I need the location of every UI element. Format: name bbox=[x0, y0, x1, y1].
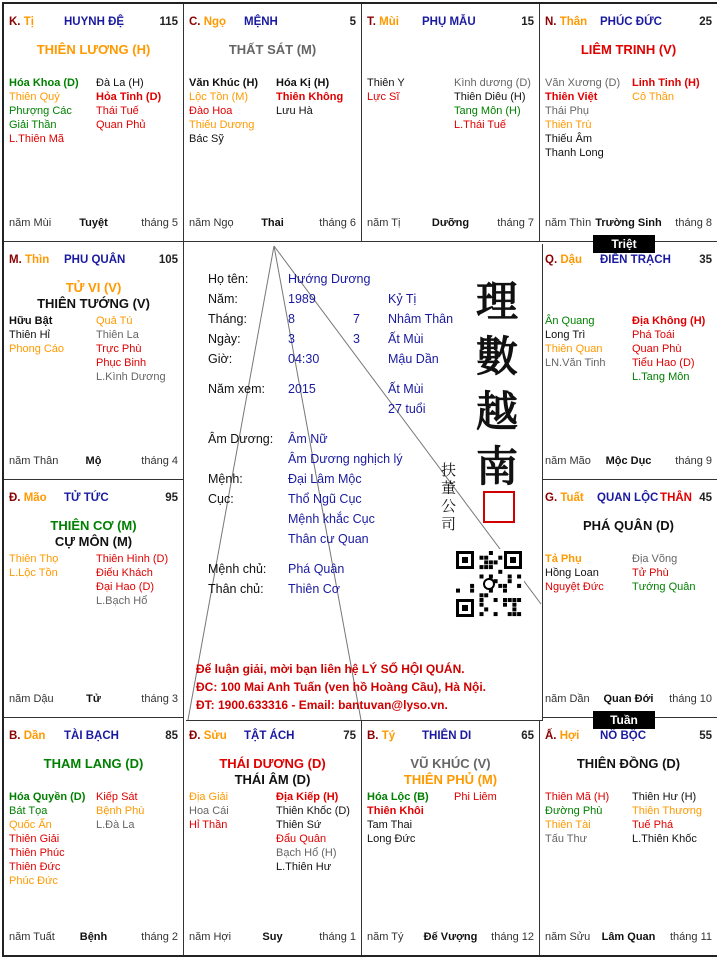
palace-footer bbox=[9, 455, 178, 469]
palace-cell-dau bbox=[540, 242, 717, 480]
palace-footer bbox=[9, 217, 178, 231]
contact-line-3: ĐT: 1900.633316 - Email: bantuvan@lyso.vn. bbox=[196, 698, 448, 712]
minor-star: Thiên Giải bbox=[9, 833, 60, 845]
info-canchi-value: Ất Mùi bbox=[388, 382, 424, 396]
info-canchi-value: Mậu Dần bbox=[388, 352, 439, 366]
info-label: Năm xem: bbox=[208, 382, 265, 396]
seal-character: 南 bbox=[476, 442, 519, 491]
info-value: 1989 bbox=[288, 292, 316, 306]
info-value: 04:30 bbox=[288, 352, 320, 366]
minor-star: Bệnh Phù bbox=[96, 805, 145, 817]
minor-star: Thiên Quan bbox=[545, 343, 603, 355]
minor-star: Tả Phụ bbox=[545, 553, 582, 565]
minor-star: Hỉ Thần bbox=[189, 819, 228, 831]
minor-star: L.Tang Môn bbox=[632, 371, 690, 383]
palace-stem-branch: M. Thìn bbox=[9, 254, 50, 266]
main-star: THIÊN LƯƠNG (H) bbox=[36, 42, 151, 57]
palace-cell-ti bbox=[4, 4, 184, 242]
minor-star: Thanh Long bbox=[545, 147, 604, 159]
main-star: THIÊN PHỦ (M) bbox=[403, 772, 498, 787]
minor-star: Đào Hoa bbox=[189, 105, 233, 117]
tuan-tag: Tuần bbox=[593, 711, 655, 729]
main-star: THÁI DƯƠNG (D) bbox=[219, 756, 326, 771]
stars-left-column bbox=[545, 76, 620, 160]
info-value: Thổ Ngũ Cục bbox=[288, 492, 362, 506]
info-canchi-value: 27 tuổi bbox=[388, 402, 426, 416]
palace-age-number: 105 bbox=[158, 254, 178, 266]
palace-stem-branch: T. Mùi bbox=[367, 16, 399, 28]
main-star: THÁI ÂM (D) bbox=[234, 772, 311, 787]
minor-star: L.Lộc Tồn bbox=[9, 567, 58, 579]
footer-year: năm Dậu bbox=[9, 693, 54, 705]
minor-star: L.Thiên Khốc bbox=[632, 833, 697, 845]
palace-age-number: 15 bbox=[521, 16, 534, 28]
palace-name: TỬ TỨC bbox=[64, 492, 109, 504]
palace-stem-branch: Q. Dậu bbox=[545, 254, 583, 266]
footer-phase: Suy bbox=[262, 931, 283, 943]
stars-right-column bbox=[96, 76, 161, 132]
minor-star: Thiên Sứ bbox=[276, 819, 322, 831]
minor-star: Tướng Quân bbox=[632, 581, 696, 593]
main-star: TỬ VI (V) bbox=[65, 280, 122, 295]
footer-month: tháng 2 bbox=[141, 931, 178, 943]
minor-star: Bát Tọa bbox=[9, 805, 48, 817]
seal-character: 理 bbox=[476, 277, 519, 326]
palace-header bbox=[189, 16, 356, 30]
main-star: VŨ KHÚC (V) bbox=[410, 756, 491, 771]
footer-phase: Đế Vượng bbox=[423, 931, 478, 943]
palace-cell-ty bbox=[362, 718, 540, 955]
palace-footer bbox=[545, 455, 712, 469]
footer-month: tháng 5 bbox=[141, 217, 178, 229]
main-star: CỰ MÔN (M) bbox=[54, 534, 133, 549]
minor-star: Ân Quang bbox=[545, 315, 595, 327]
footer-phase: Thai bbox=[261, 217, 284, 229]
footer-year: năm Ngọ bbox=[189, 217, 234, 229]
footer-year: năm Sửu bbox=[545, 931, 591, 943]
palace-name: PHỤ MẪU bbox=[422, 16, 476, 28]
stars-right-column bbox=[276, 76, 343, 118]
contact-line-1: Để luận giải, mời bạn liên hệ LÝ SỐ HỘI QUÁN. bbox=[196, 662, 465, 676]
minor-star: Đường Phù bbox=[545, 805, 603, 817]
footer-phase: Trường Sinh bbox=[595, 217, 662, 229]
footer-month: tháng 10 bbox=[669, 693, 712, 705]
info-value: Phá Quân bbox=[288, 562, 345, 576]
minor-star: L.Bạch Hổ bbox=[96, 595, 148, 607]
minor-star: Thiên La bbox=[96, 329, 139, 341]
stars-left-column bbox=[189, 76, 258, 146]
minor-star: Phong Cáo bbox=[9, 343, 65, 355]
minor-star: Long Đức bbox=[367, 833, 416, 845]
palace-stem-branch: C. Ngọ bbox=[189, 16, 227, 28]
stars-left-column bbox=[545, 552, 604, 594]
stars-left-column bbox=[9, 790, 85, 888]
seal-small-character: 司 bbox=[441, 515, 457, 533]
minor-star: Quan Phù bbox=[632, 343, 682, 355]
palace-age-number: 55 bbox=[699, 730, 712, 742]
info-label: Thân chủ: bbox=[208, 582, 264, 596]
footer-phase: Bệnh bbox=[79, 931, 108, 943]
stars-right-column bbox=[454, 790, 497, 804]
footer-phase: Mộc Dục bbox=[605, 455, 652, 467]
minor-star: Quả Tú bbox=[96, 315, 133, 327]
footer-year: năm Tý bbox=[367, 931, 404, 943]
palace-cell-hoi bbox=[540, 718, 717, 955]
footer-phase: Quan Đới bbox=[603, 693, 654, 705]
stars-right-column bbox=[632, 314, 705, 384]
footer-month: tháng 7 bbox=[497, 217, 534, 229]
footer-phase: Lâm Quan bbox=[601, 931, 656, 943]
footer-year: năm Dần bbox=[545, 693, 590, 705]
minor-star: Lưu Hà bbox=[276, 105, 313, 117]
minor-star: Tử Phù bbox=[632, 567, 669, 579]
seal-character: 越 bbox=[476, 387, 519, 436]
minor-star: Thiên Không bbox=[276, 91, 344, 103]
stars-right-column bbox=[96, 552, 168, 608]
palace-age-number: 115 bbox=[159, 16, 178, 28]
palace-header bbox=[545, 16, 712, 30]
minor-star: Bạch Hổ (H) bbox=[276, 847, 337, 859]
palace-stem-branch: K. Tị bbox=[9, 16, 34, 28]
minor-star: Bác Sỹ bbox=[189, 133, 224, 145]
palace-cell-mao bbox=[4, 480, 184, 718]
minor-star: Phục Binh bbox=[96, 357, 147, 369]
palace-stem-branch: B. Dần bbox=[9, 730, 46, 742]
palace-footer bbox=[189, 217, 356, 231]
contact-line-2: ĐC: 100 Mai Anh Tuấn (ven hồ Hoàng Cầu), Hà Nội. bbox=[196, 680, 487, 694]
minor-star: Long Trì bbox=[545, 329, 586, 341]
main-star: THẤT SÁT (M) bbox=[228, 42, 317, 57]
info-value: Âm Dương nghịch lý bbox=[288, 452, 403, 466]
palace-cell-suu bbox=[184, 718, 362, 955]
palace-stem-branch: B. Tý bbox=[367, 730, 396, 742]
info-value: Mệnh khắc Cục bbox=[288, 512, 375, 526]
minor-star: Địa Võng bbox=[632, 553, 678, 565]
seal-character: 數 bbox=[476, 332, 519, 381]
minor-star: Địa Giải bbox=[189, 791, 229, 803]
stars-right-column bbox=[632, 552, 696, 594]
palace-age-number: 65 bbox=[521, 730, 534, 742]
minor-star: Hoa Cái bbox=[189, 805, 229, 817]
stars-left-column bbox=[9, 314, 64, 356]
footer-year: năm Mùi bbox=[9, 217, 52, 229]
info-label: Giờ: bbox=[208, 352, 233, 366]
stars-right-column bbox=[454, 76, 531, 132]
minor-star: Thiên Thọ bbox=[9, 553, 59, 565]
minor-star: Thiên Phúc bbox=[9, 847, 65, 859]
minor-star: Hóa Quyền (D) bbox=[9, 791, 86, 803]
minor-star: Lộc Tồn (M) bbox=[189, 91, 249, 103]
footer-phase: Tử bbox=[86, 693, 101, 705]
main-star: PHÁ QUÂN (D) bbox=[583, 518, 674, 533]
palace-header bbox=[9, 730, 178, 744]
minor-star: Linh Tinh (H) bbox=[632, 77, 700, 89]
minor-star: Thiên Việt bbox=[545, 91, 598, 103]
minor-star: Phúc Đức bbox=[9, 875, 58, 887]
minor-star: L.Thái Tuế bbox=[454, 119, 506, 131]
palace-footer bbox=[9, 931, 178, 945]
minor-star: Đại Hao (D) bbox=[96, 581, 155, 593]
info-value: Thiên Cơ bbox=[288, 582, 340, 596]
info-value: 2015 bbox=[288, 382, 316, 396]
footer-year: năm Thân bbox=[9, 455, 59, 467]
palace-age-number: 25 bbox=[699, 16, 712, 28]
footer-month: tháng 3 bbox=[141, 693, 178, 705]
palace-age-number: 5 bbox=[349, 16, 356, 28]
minor-star: Hóa Khoa (D) bbox=[9, 77, 79, 89]
palace-footer bbox=[545, 217, 712, 231]
palace-name: MỆNH bbox=[244, 16, 278, 28]
qr-code-icon bbox=[454, 549, 524, 619]
info-label: Âm Dương: bbox=[208, 432, 274, 446]
palace-cell-than bbox=[540, 4, 717, 242]
minor-star: Thiên Tài bbox=[545, 819, 591, 831]
palace-name: TẬT ÁCH bbox=[244, 730, 295, 742]
minor-star: Phi Liêm bbox=[454, 791, 497, 803]
minor-star: Nguyệt Đức bbox=[545, 581, 604, 593]
palace-cell-thin bbox=[4, 242, 184, 480]
footer-year: năm Thìn bbox=[545, 217, 592, 229]
minor-star: Trực Phù bbox=[96, 343, 142, 355]
palace-age-number: 35 bbox=[699, 254, 712, 266]
minor-star: Tấu Thư bbox=[545, 833, 588, 845]
palace-header bbox=[545, 730, 712, 744]
info-canchi-value: Ất Mùi bbox=[388, 332, 424, 346]
minor-star: L.Thiên Mã bbox=[9, 133, 65, 145]
seal-small-character: 扶 bbox=[441, 461, 457, 479]
main-star: LIÊM TRINH (V) bbox=[580, 42, 677, 57]
palace-name: PHÚC ĐỨC bbox=[600, 16, 662, 28]
stars-left-column bbox=[9, 552, 58, 580]
minor-star: Điếu Khách bbox=[96, 567, 153, 579]
minor-star: Phá Toái bbox=[632, 329, 675, 341]
stars-right-column bbox=[632, 76, 700, 104]
minor-star: LN.Văn Tinh bbox=[545, 357, 606, 369]
palace-age-number: 95 bbox=[165, 492, 178, 504]
minor-star: Thiên Đức bbox=[9, 861, 61, 873]
info-value: 8 bbox=[288, 312, 295, 326]
stars-left-column bbox=[545, 314, 606, 370]
stars-left-column bbox=[367, 790, 429, 846]
minor-star: L.Thiên Hư bbox=[276, 861, 332, 873]
main-star: THAM LANG (D) bbox=[43, 756, 144, 771]
palace-footer bbox=[545, 931, 712, 945]
stars-right-column bbox=[96, 314, 166, 384]
palace-name: QUAN LỘC bbox=[597, 492, 659, 504]
info-label: Tháng: bbox=[208, 312, 247, 326]
minor-star: Thiên Hư (H) bbox=[632, 791, 697, 803]
palace-stem-branch: G. Tuất bbox=[545, 492, 584, 504]
minor-star: Thiếu Âm bbox=[545, 133, 593, 145]
info-label: Mệnh: bbox=[208, 472, 243, 486]
minor-star: Thiên Y bbox=[367, 77, 405, 89]
minor-star: Hỏa Tinh (D) bbox=[96, 91, 162, 103]
stars-right-column bbox=[632, 790, 702, 846]
palace-stem-branch: N. Thân bbox=[545, 16, 588, 28]
minor-star: Giải Thần bbox=[9, 119, 57, 131]
palace-header bbox=[9, 16, 178, 30]
minor-star: Địa Không (H) bbox=[632, 315, 706, 327]
main-star: THIÊN TƯỚNG (V) bbox=[37, 296, 150, 311]
info-value: Hướng Dương bbox=[288, 272, 371, 286]
minor-star: Tam Thai bbox=[367, 819, 413, 831]
minor-star: Cô Thần bbox=[632, 91, 674, 103]
footer-phase: Tuyệt bbox=[79, 217, 108, 229]
palace-stem-branch: Ấ. Hợi bbox=[545, 730, 580, 742]
palace-header bbox=[545, 254, 712, 268]
footer-phase: Mộ bbox=[85, 455, 102, 467]
minor-star: Thiên Trù bbox=[545, 119, 592, 131]
palace-header bbox=[9, 492, 178, 506]
footer-year: năm Hợi bbox=[189, 931, 232, 943]
minor-star: Hóa Kị (H) bbox=[276, 77, 330, 89]
palace-cell-dan bbox=[4, 718, 184, 955]
palace-footer bbox=[367, 217, 534, 231]
minor-star: Hồng Loan bbox=[545, 567, 599, 579]
info-value: 3 bbox=[288, 332, 295, 346]
red-stamp-icon bbox=[483, 491, 515, 523]
palace-cell-tuat bbox=[540, 480, 717, 718]
footer-month: tháng 6 bbox=[319, 217, 356, 229]
minor-star: Thiên Hình (D) bbox=[96, 553, 169, 565]
palace-footer bbox=[9, 693, 178, 707]
footer-year: năm Mão bbox=[545, 455, 591, 467]
palace-name: ĐIỀN TRẠCH bbox=[600, 254, 671, 266]
minor-star: Thiên Hỉ bbox=[9, 329, 50, 341]
info-value: Đại Lâm Mộc bbox=[288, 472, 362, 486]
minor-star: Tiểu Hao (D) bbox=[632, 357, 695, 369]
minor-star: Thiên Khốc (D) bbox=[276, 805, 350, 817]
info-label: Mệnh chủ: bbox=[208, 562, 267, 576]
minor-star: Thái Tuế bbox=[96, 105, 139, 117]
calligraphy-seal bbox=[441, 269, 531, 533]
info-label: Năm: bbox=[208, 292, 238, 306]
palace-name: TÀI BẠCH bbox=[64, 730, 119, 742]
main-star: THIÊN ĐỒNG (D) bbox=[576, 756, 681, 771]
minor-star: Thiên Mã (H) bbox=[545, 791, 610, 803]
than-marker: THÂN bbox=[660, 492, 692, 504]
palace-footer bbox=[545, 693, 712, 707]
stars-left-column bbox=[545, 790, 609, 846]
palace-age-number: 45 bbox=[699, 492, 712, 504]
minor-star: Phượng Các bbox=[9, 105, 72, 117]
palace-header bbox=[9, 254, 178, 268]
minor-star: Hóa Lộc (B) bbox=[367, 791, 429, 803]
minor-star: L.Kình Dương bbox=[96, 371, 166, 383]
info-value: Âm Nữ bbox=[288, 432, 328, 446]
footer-month: tháng 11 bbox=[669, 931, 712, 943]
footer-year: năm Tị bbox=[367, 217, 401, 229]
palace-age-number: 85 bbox=[165, 730, 178, 742]
footer-month: tháng 1 bbox=[319, 931, 356, 943]
info-label: Ngày: bbox=[208, 332, 241, 346]
palace-cell-ngo bbox=[184, 4, 362, 242]
seal-small-character: 董 bbox=[441, 479, 457, 497]
footer-month: tháng 9 bbox=[675, 455, 712, 467]
minor-star: Hữu Bật bbox=[9, 315, 53, 327]
palace-name: NÔ BỘC bbox=[600, 730, 646, 742]
stars-left-column bbox=[367, 76, 405, 104]
minor-star: Văn Xương (D) bbox=[545, 77, 621, 89]
minor-star: Tang Môn (H) bbox=[454, 105, 521, 117]
minor-star: Thiên Diêu (H) bbox=[454, 91, 526, 103]
info-canchi-value: Nhâm Thân bbox=[388, 312, 454, 326]
minor-star: Quan Phủ bbox=[96, 119, 146, 131]
palace-stem-branch: Đ. Sửu bbox=[189, 730, 227, 742]
seal-small-character: 公 bbox=[441, 497, 457, 515]
info-canchi-value: Kỷ Tị bbox=[388, 292, 417, 306]
footer-year: năm Tuất bbox=[9, 931, 55, 943]
palace-name: HUYNH ĐỆ bbox=[64, 16, 125, 28]
minor-star: Quốc Ấn bbox=[9, 819, 52, 831]
minor-star: Văn Khúc (H) bbox=[189, 77, 259, 89]
palace-header bbox=[545, 492, 712, 506]
palace-name: THIÊN DI bbox=[422, 730, 472, 742]
minor-star: Đà La (H) bbox=[96, 77, 144, 89]
palace-header bbox=[189, 730, 356, 744]
info-label: Cục: bbox=[208, 492, 234, 506]
minor-star: Thiên Thương bbox=[632, 805, 703, 817]
horoscope-board bbox=[2, 2, 717, 957]
stars-left-column bbox=[9, 76, 79, 146]
palace-stem-branch: Đ. Mão bbox=[9, 492, 47, 504]
minor-star: Thái Phụ bbox=[545, 105, 590, 117]
minor-star: Lực Sĩ bbox=[367, 91, 400, 103]
minor-star: Thiên Quý bbox=[9, 91, 60, 103]
minor-star: Thiên Khôi bbox=[367, 805, 424, 817]
center-info-panel bbox=[186, 244, 543, 721]
triet-tag: Triệt bbox=[593, 235, 655, 253]
palace-cell-mui bbox=[362, 4, 540, 242]
palace-header bbox=[367, 16, 534, 30]
info-lunar-value: 7 bbox=[353, 312, 360, 326]
minor-star: L.Đà La bbox=[96, 819, 135, 831]
stars-left-column bbox=[189, 790, 229, 832]
palace-age-number: 75 bbox=[343, 730, 356, 742]
footer-month: tháng 8 bbox=[675, 217, 712, 229]
info-lunar-value: 3 bbox=[353, 332, 360, 346]
minor-star: Thiếu Dương bbox=[189, 119, 255, 131]
footer-month: tháng 12 bbox=[491, 931, 534, 943]
minor-star: Địa Kiếp (H) bbox=[276, 791, 339, 803]
minor-star: Kình dương (D) bbox=[454, 77, 531, 89]
main-star: THIÊN CƠ (M) bbox=[50, 518, 137, 533]
minor-star: Kiếp Sát bbox=[96, 791, 138, 803]
minor-star: Tuế Phá bbox=[632, 819, 674, 831]
stars-right-column bbox=[96, 790, 144, 832]
minor-star: Đẩu Quân bbox=[276, 833, 327, 845]
footer-month: tháng 4 bbox=[141, 455, 178, 467]
palace-name: PHU QUÂN bbox=[64, 254, 126, 266]
stars-right-column bbox=[276, 790, 350, 874]
palace-header bbox=[367, 730, 534, 744]
info-value: Thân cư Quan bbox=[288, 532, 369, 546]
palace-footer bbox=[189, 931, 356, 945]
footer-phase: Dưỡng bbox=[431, 217, 470, 229]
palace-footer bbox=[367, 931, 534, 945]
info-label: Họ tên: bbox=[208, 272, 249, 286]
